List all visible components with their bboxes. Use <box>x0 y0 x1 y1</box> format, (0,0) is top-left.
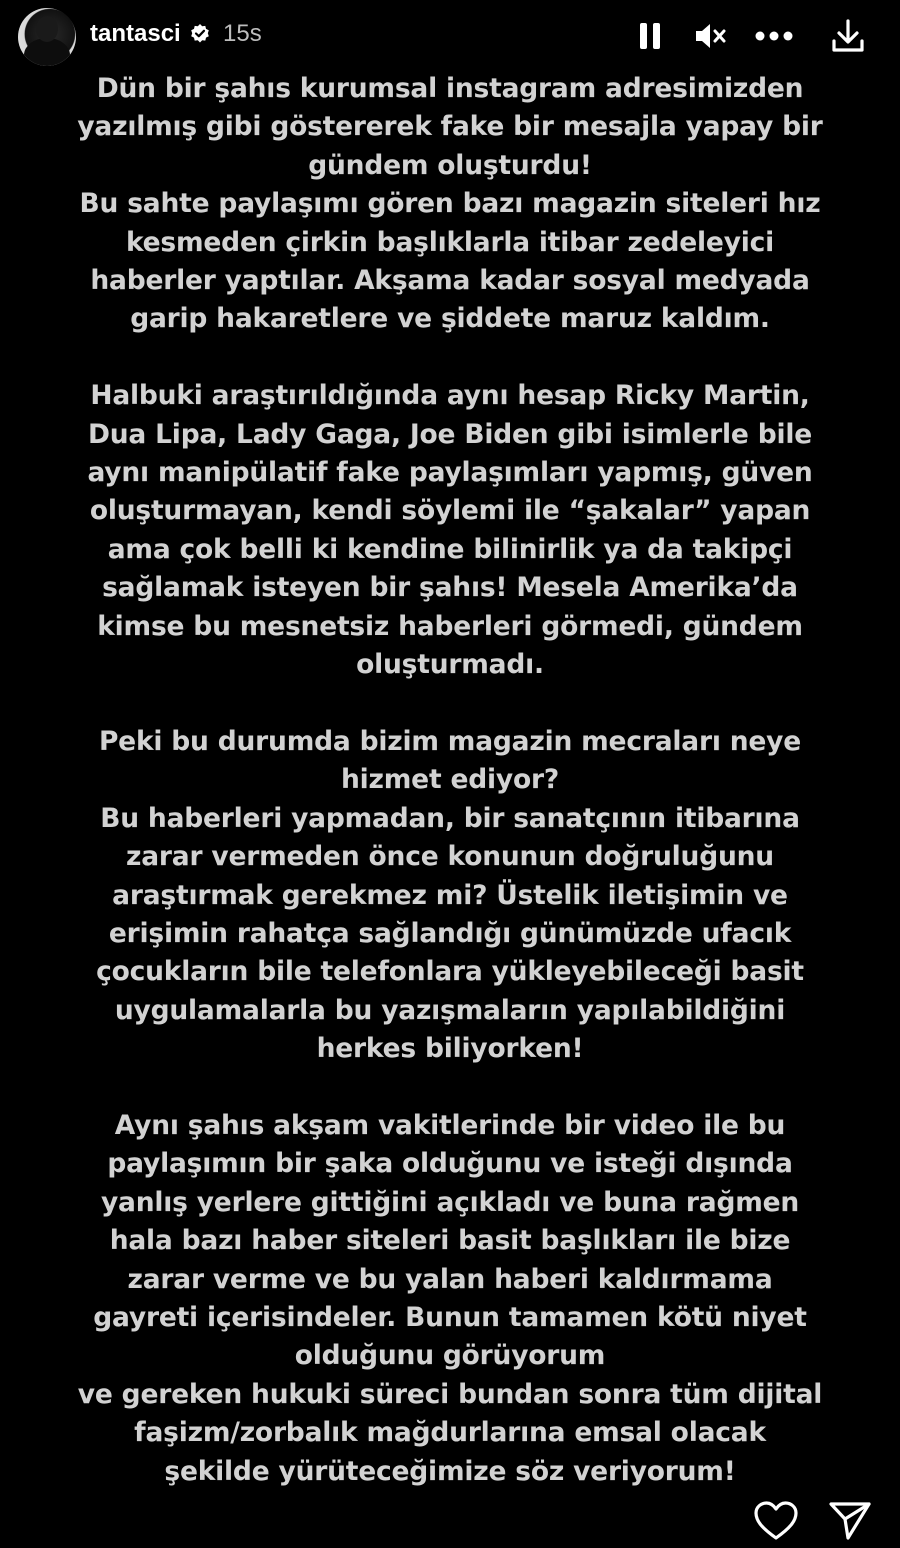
story-line: Peki bu durumda bizim magazin mecraları neye <box>98 725 802 757</box>
story-text <box>0 70 900 1491</box>
story-line: araştırmak gerekmez mi? Üstelik iletişimin ve <box>112 879 788 911</box>
story-line: olduğunu görüyorum <box>294 1340 606 1372</box>
story-line: yanlış yerlere gittiğini açıkladı ve buna rağmen <box>100 1186 800 1218</box>
story-line: kesmeden çirkin başlıklarla itibar zedeleyici <box>125 226 775 258</box>
username[interactable]: tantasci <box>90 20 181 47</box>
send-icon[interactable] <box>826 1498 874 1544</box>
story-line: zarar verme ve bu yalan haberi kaldırmama <box>127 1263 773 1295</box>
more-icon[interactable] <box>752 14 796 58</box>
story-line: hala bazı haber siteleri basit başlıkları ile bize <box>109 1225 791 1257</box>
paragraph-gap <box>0 684 900 722</box>
pause-icon[interactable] <box>628 14 672 58</box>
story-line: paylaşımın bir şaka olduğunu ve isteği dışında <box>107 1148 793 1180</box>
download-icon[interactable] <box>826 14 870 58</box>
story-line: uygulamalarla bu yazışmaların yapılabildiğini <box>114 994 786 1026</box>
story-header <box>0 0 900 72</box>
story-line: Aynı şahıs akşam vakitlerinde bir video ile bu <box>114 1109 786 1141</box>
verified-badge-icon <box>189 23 211 45</box>
story-line: Bu haberleri yapmadan, bir sanatçının itibarına <box>100 802 800 834</box>
story-line: zarar vermeden önce konunun doğruluğunu <box>126 841 774 873</box>
paragraph-gap <box>0 339 900 377</box>
story-line: oluşturmayan, kendi söylemi ile “şakalar” yapan <box>89 495 811 527</box>
story-line: oluşturmadı. <box>356 649 544 681</box>
story-line: gündem oluşturdu! <box>308 149 592 181</box>
avatar[interactable] <box>18 8 76 66</box>
story-line: Bu sahte paylaşımı gören bazı magazin siteleri hız <box>79 188 821 220</box>
story-line: gayreti içerisindeler. Bunun tamamen kötü niyet <box>93 1301 807 1333</box>
story-line: Halbuki araştırıldığında aynı hesap Ricky Martin, <box>90 380 810 412</box>
story-line: haberler yaptılar. Akşama kadar sosyal medyada <box>90 265 810 297</box>
avatar-figure-head <box>36 16 58 42</box>
story-footer <box>0 1498 900 1548</box>
heart-icon[interactable] <box>752 1498 800 1544</box>
story-line: Dua Lipa, Lady Gaga, Joe Biden gibi isimlerle bile <box>87 418 813 450</box>
story-line: Dün bir şahıs kurumsal instagram adresimizden <box>96 73 804 104</box>
story-line: aynı manipülatif fake paylaşımları yapmış, güven <box>87 457 813 489</box>
paragraph-gap <box>0 1069 900 1107</box>
post-time: 15s <box>223 20 262 47</box>
avatar-figure-body <box>24 38 70 66</box>
story-line: erişimin rahatça sağlandığı günümüzde ufacık <box>108 917 792 949</box>
story-line: kimse bu mesnetsiz haberleri görmedi, gündem <box>97 610 803 642</box>
story-line: garip hakaretlere ve şiddete maruz kaldım. <box>130 303 770 335</box>
story-line: yazılmış gibi göstererek fake bir mesajla yapay bir <box>77 111 823 143</box>
story-line: faşizm/zorbalık mağdurlarına emsal olacak <box>134 1417 766 1449</box>
story-line: hizmet ediyor? <box>341 764 559 796</box>
story-line: sağlamak isteyen bir şahıs! Mesela Amerika’da <box>102 572 798 604</box>
story-line: çocukların bile telefonlara yükleyebileceği basit <box>96 956 804 988</box>
mute-icon[interactable] <box>688 14 732 58</box>
story-line: şekilde yürüteceğimize söz veriyorum! <box>164 1455 736 1487</box>
story-line: ama çok belli ki kendine bilinirlik ya da takipçi <box>107 533 793 565</box>
story-line: ve gereken hukuki süreci bundan sonra tüm dijital <box>77 1378 823 1410</box>
story-line: herkes biliyorken! <box>316 1033 584 1065</box>
